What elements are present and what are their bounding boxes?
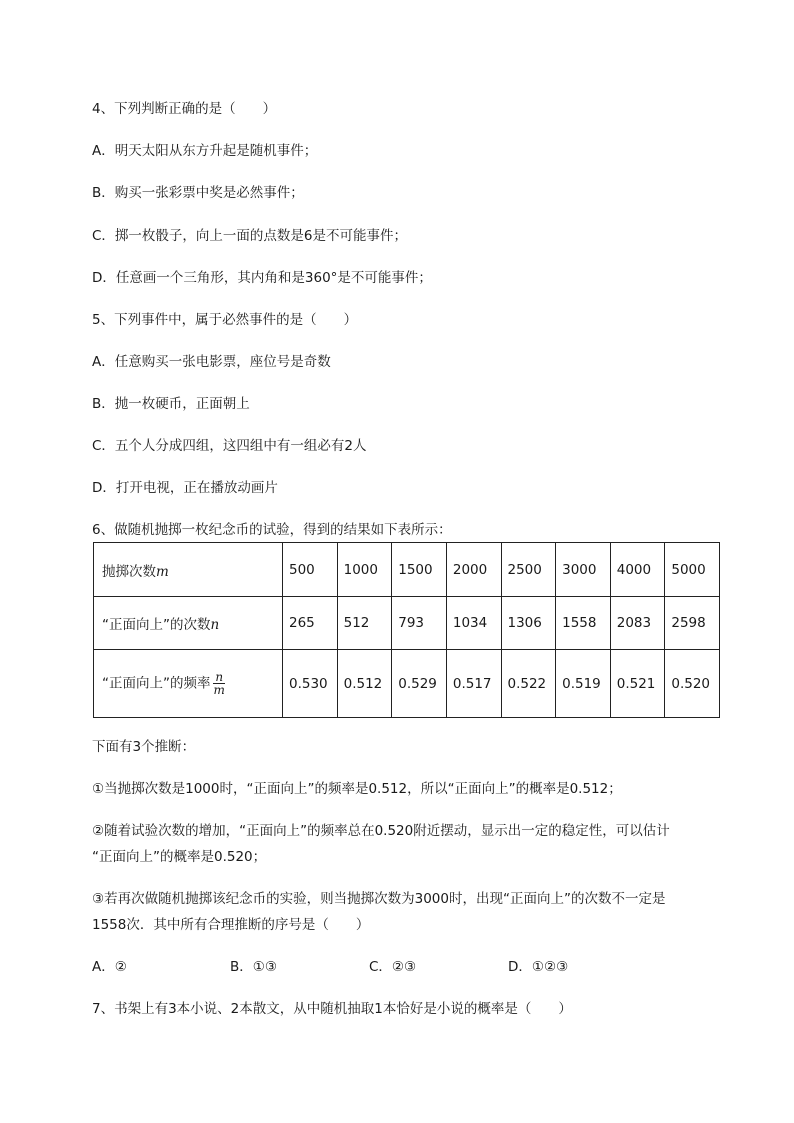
question-5-option-c: C．五个人分成四组，这四组中有一组必有2人 (92, 438, 367, 454)
table-row-heads-count (94, 597, 720, 650)
table-cell: 0.517 (446, 650, 501, 718)
question-4-option-c: C．掷一枚骰子，向上一面的点数是6是不可能事件； (92, 228, 408, 244)
row-label-heads-frequency (94, 650, 283, 718)
question-7-stem: 7、书架上有3本小说、2本散文，从中随机抽取1本恰好是小说的概率是（ ） (92, 1001, 572, 1017)
table-cell: 5000 (665, 543, 720, 597)
row-label-text: “正面向上”的频率 (102, 675, 211, 692)
table-cell: 1306 (501, 597, 556, 650)
table-cell: 2083 (610, 597, 665, 650)
inference-3-line-1: ③若再次做随机抛掷该纪念币的实验，则当抛掷次数为3000时，出现“正面向上”的次数不一定是 (92, 891, 666, 907)
row-label-heads-count (94, 597, 283, 650)
question-5-option-d: D．打开电视，正在播放动画片 (92, 480, 278, 496)
row-label-text: “正面向上”的次数 (102, 617, 211, 633)
question-4-option-a: A．明天太阳从东方升起是随机事件； (92, 143, 318, 159)
table-cell: 512 (337, 597, 392, 650)
table-cell: 1000 (337, 543, 392, 597)
coin-toss-table (93, 542, 720, 718)
question-4-stem: 4、下列判断正确的是（ ） (92, 101, 277, 117)
table-cell: 0.519 (556, 650, 611, 718)
table-cell: 500 (283, 543, 338, 597)
inference-intro: 下面有3个推断： (92, 739, 196, 755)
inference-2-line-2: “正面向上”的概率是0.520； (92, 849, 267, 865)
question-5-stem: 5、下列事件中，属于必然事件的是（ ） (92, 312, 358, 328)
table-cell: 1500 (392, 543, 447, 597)
table-cell: 0.522 (501, 650, 556, 718)
fraction-n-over-m (212, 671, 227, 696)
question-4-option-b: B．购买一张彩票中奖是必然事件； (92, 185, 304, 201)
table-cell: 2000 (446, 543, 501, 597)
variable-n: n (210, 617, 220, 633)
fraction-denominator: m (213, 683, 225, 697)
table-cell: 4000 (610, 543, 665, 597)
fraction-numerator: n (215, 670, 224, 684)
question-5-option-b: B．抛一枚硬币，正面朝上 (92, 396, 250, 412)
table-cell: 0.521 (610, 650, 665, 718)
row-label-text: 抛掷次数 (102, 563, 156, 580)
table-cell: 1558 (556, 597, 611, 650)
question-6-stem: 6、做随机抛掷一枚纪念币的试验，得到的结果如下表所示： (92, 522, 452, 538)
inference-2-line-1: ②随着试验次数的增加，“正面向上”的频率总在0.520附近摆动，显示出一定的稳定性，可以估计 (92, 823, 670, 839)
inference-1: ①当抛掷次数是1000时，“正面向上”的频率是0.512，所以“正面向上”的概率是0.512； (92, 781, 622, 797)
inference-3-line-2: 1558次．其中所有合理推断的序号是（ ） (92, 917, 370, 933)
table-row-heads-frequency (94, 650, 720, 718)
table-row-toss-count (94, 543, 720, 597)
table-cell: 0.530 (283, 650, 338, 718)
question-4-option-d: D．任意画一个三角形，其内角和是360°是不可能事件； (92, 270, 432, 286)
variable-m: m (156, 563, 169, 580)
table-cell: 2500 (501, 543, 556, 597)
question-5-option-a: A．任意购买一张电影票，座位号是奇数 (92, 354, 331, 370)
table-cell: 1034 (446, 597, 501, 650)
table-cell: 0.520 (665, 650, 720, 718)
question-6-option-d: D．①②③ (508, 959, 569, 975)
table-cell: 265 (283, 597, 338, 650)
question-6-option-c: C．②③ (369, 959, 417, 975)
table-cell: 2598 (665, 597, 720, 650)
table-cell: 0.512 (337, 650, 392, 718)
question-6-option-a: A．② (92, 959, 127, 975)
table-cell: 0.529 (392, 650, 447, 718)
table-cell: 793 (392, 597, 447, 650)
question-6-option-b: B．①③ (230, 959, 277, 975)
row-label-toss-count (94, 543, 283, 597)
table-cell: 3000 (556, 543, 611, 597)
